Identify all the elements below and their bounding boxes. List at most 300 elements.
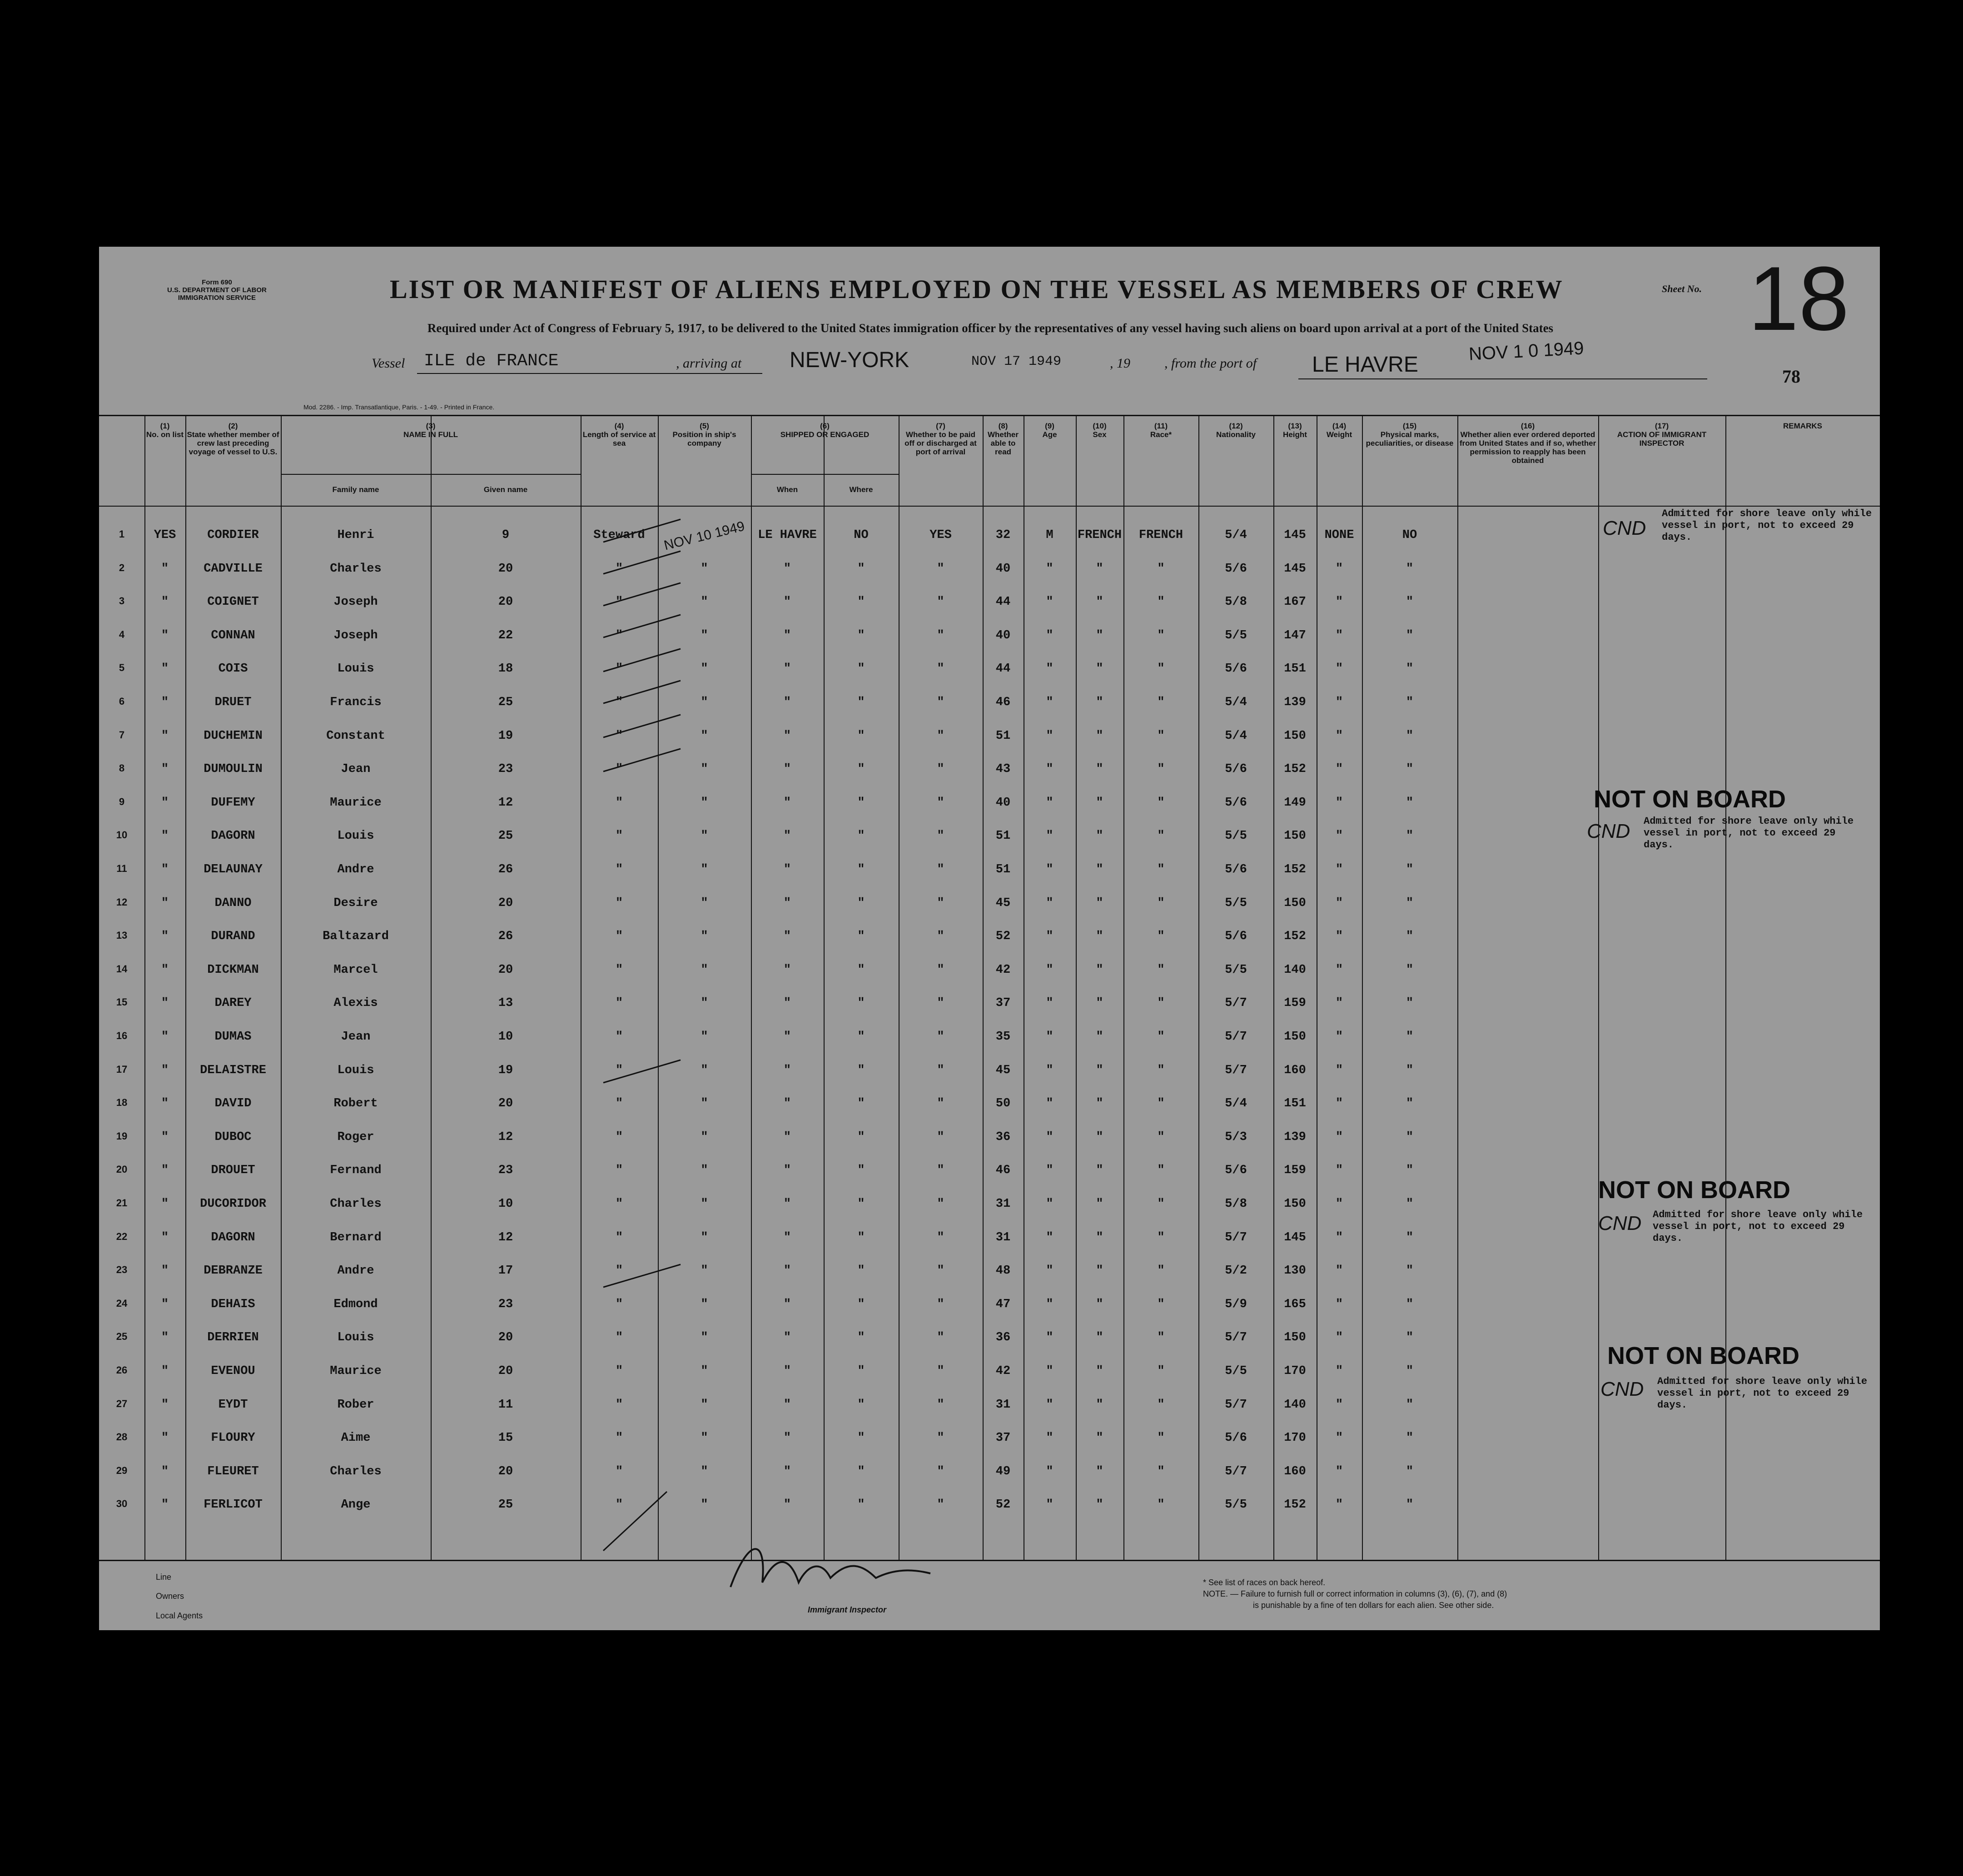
column-header [1318, 422, 1361, 439]
cell-when: " [701, 930, 708, 944]
cell-height: 5/3 [1225, 1130, 1247, 1144]
cell-age: 31 [995, 1197, 1011, 1211]
cell-read: " [937, 562, 944, 576]
inspector-signature [712, 1519, 949, 1610]
cell-given: Joseph [333, 628, 378, 642]
cell-when: " [701, 1130, 708, 1144]
cell-paid: " [857, 896, 865, 910]
column-subheader: When [776, 485, 798, 494]
cell-where: " [783, 1364, 791, 1378]
column-label: Height [1283, 430, 1307, 439]
form-block [167, 279, 267, 302]
column-rule [1457, 415, 1458, 1560]
cell-marks: " [1335, 628, 1343, 642]
cell-age: 37 [995, 1431, 1011, 1445]
penalty-note-cont: is punishable by a fine of ten dollars for each alien. See other side. [1253, 1601, 1494, 1610]
cell-paid: " [857, 762, 865, 776]
cell-deported: " [1406, 1364, 1414, 1378]
cell-nationality: " [1157, 562, 1165, 576]
cell-when: " [701, 562, 708, 576]
cell-when: " [701, 762, 708, 776]
cell-when: " [701, 1164, 708, 1178]
cell-read: " [937, 1030, 944, 1044]
column-header [1275, 422, 1315, 439]
cell-age: 51 [995, 729, 1011, 743]
cell-position: " [615, 1197, 623, 1211]
cell-where: " [783, 762, 791, 776]
cell-given: Desire [333, 896, 378, 910]
cell-paid: " [857, 1230, 865, 1244]
cell-service: 22 [498, 628, 513, 642]
cell-where: " [783, 863, 791, 876]
cell-height: 5/4 [1225, 528, 1247, 542]
column-header [187, 422, 279, 456]
not-on-board-stamp: NOT ON BOARD [1607, 1342, 1799, 1369]
cell-height: 5/8 [1225, 1197, 1247, 1211]
cell-when: " [701, 595, 708, 609]
cell-when: " [701, 1264, 708, 1278]
cell-height: 5/5 [1225, 1498, 1247, 1512]
cell-when: " [701, 729, 708, 743]
cell-age: 40 [995, 628, 1011, 642]
cell-given: Maurice [330, 1364, 382, 1378]
column-header [1200, 422, 1272, 439]
line-label: Line [156, 1572, 172, 1582]
cell-sex: " [1046, 762, 1054, 776]
cell-height: 5/7 [1225, 1063, 1247, 1077]
column-number: (6) [820, 422, 830, 430]
cell-race: " [1096, 729, 1103, 743]
cell-service: 23 [498, 1164, 513, 1178]
cell-read: " [937, 863, 944, 876]
cell-family: EVENOU [211, 1364, 255, 1378]
cell-crew: " [161, 896, 169, 910]
cell-marks: " [1335, 829, 1343, 843]
cell-race: " [1096, 1264, 1103, 1278]
cell-weight: 152 [1284, 863, 1306, 876]
cell-read: " [937, 829, 944, 843]
cell-given: Fernand [330, 1164, 382, 1178]
column-rule [1076, 415, 1077, 1560]
cell-service: 13 [498, 996, 513, 1010]
cell-weight: 150 [1284, 829, 1306, 843]
table-top-rule [99, 415, 1880, 416]
cell-race: " [1096, 1063, 1103, 1077]
cell-family: DUCORIDOR [200, 1197, 266, 1211]
cell-crew: " [161, 1264, 169, 1278]
cell-crew: " [161, 1431, 169, 1445]
cell-marks: " [1335, 1498, 1343, 1512]
cell-service: 9 [502, 528, 510, 542]
cell-when: " [701, 628, 708, 642]
cell-nationality: " [1157, 930, 1165, 944]
cell-where: " [783, 1063, 791, 1077]
cell-service: 20 [498, 1464, 513, 1478]
cell-where: " [783, 996, 791, 1010]
cell-sex: " [1046, 1130, 1054, 1144]
cell-deported: " [1406, 829, 1414, 843]
cell-race: " [1096, 796, 1103, 810]
column-rule [983, 415, 984, 1560]
cell-family: DEHAIS [211, 1297, 255, 1311]
cell-sex: " [1046, 562, 1054, 576]
cell-marks: " [1335, 1097, 1343, 1111]
cell-weight: 149 [1284, 796, 1306, 810]
cell-service: 10 [498, 1030, 513, 1044]
cell-deported: " [1406, 1030, 1414, 1044]
cell-height: 5/9 [1225, 1297, 1247, 1311]
cell-nationality: " [1157, 829, 1165, 843]
cell-crew: " [161, 930, 169, 944]
cell-position: " [615, 1464, 623, 1478]
cell-read: YES [929, 528, 952, 542]
cell-sex: " [1046, 1331, 1054, 1345]
cell-when: NOV 10 1949 [662, 518, 746, 553]
cell-height: 5/6 [1225, 930, 1247, 944]
cell-marks: " [1335, 796, 1343, 810]
column-label: Weight [1326, 430, 1352, 439]
cell-family: FLOURY [211, 1431, 255, 1445]
cell-race: " [1096, 1498, 1103, 1512]
cell-marks: " [1335, 762, 1343, 776]
cell-marks: " [1335, 696, 1343, 709]
cell-given: Constant [326, 729, 385, 743]
cell-height: 5/7 [1225, 996, 1247, 1010]
cell-race: " [1096, 1364, 1103, 1378]
cell-sex: " [1046, 1431, 1054, 1445]
cell-race: " [1096, 562, 1103, 576]
vessel-label: Vessel [372, 356, 405, 371]
cell-when: " [701, 1398, 708, 1412]
cell-sex: " [1046, 1364, 1054, 1378]
row-number: 15 [116, 996, 128, 1008]
cell-given: Louis [337, 1331, 374, 1345]
cell-nationality: " [1157, 1331, 1165, 1345]
cell-age: 40 [995, 562, 1011, 576]
cell-weight: 145 [1284, 528, 1306, 542]
cell-weight: 150 [1284, 896, 1306, 910]
column-label: SHIPPED OR ENGAGED [780, 430, 870, 439]
cell-marks: " [1335, 1030, 1343, 1044]
cell-height: 5/4 [1225, 696, 1247, 709]
cell-height: 5/6 [1225, 662, 1247, 676]
sheet-label: Sheet No. [1662, 283, 1702, 294]
column-number: (10) [1093, 422, 1107, 430]
cell-position: " [615, 1398, 623, 1412]
column-label: ACTION OF IMMIGRANT INSPECTOR [1617, 430, 1707, 448]
cell-deported: " [1406, 1331, 1414, 1345]
cell-age: 31 [995, 1398, 1011, 1412]
cell-crew: " [161, 963, 169, 977]
cell-family: DERRIEN [207, 1331, 259, 1345]
row-number: 30 [116, 1498, 128, 1510]
cell-given: Andre [337, 863, 374, 876]
cell-marks: " [1335, 996, 1343, 1010]
cell-given: Jean [341, 762, 371, 776]
cell-service: 12 [498, 1230, 513, 1244]
cell-family: COIS [218, 662, 248, 676]
cell-height: 5/5 [1225, 963, 1247, 977]
cnd-mark: CND [1587, 820, 1630, 842]
cell-paid: " [857, 1431, 865, 1445]
cell-nationality: " [1157, 1364, 1165, 1378]
cell-given: Baltazard [323, 930, 389, 944]
cell-race: " [1096, 1431, 1103, 1445]
cell-service: 26 [498, 863, 513, 876]
cell-sex: " [1046, 1230, 1054, 1244]
cell-height: 5/6 [1225, 1164, 1247, 1178]
column-header [900, 422, 981, 456]
cell-read: " [937, 595, 944, 609]
cell-sex: " [1046, 628, 1054, 642]
cell-sex: " [1046, 863, 1054, 876]
cell-height: 5/7 [1225, 1030, 1247, 1044]
cell-paid: " [857, 796, 865, 810]
cell-position: " [615, 996, 623, 1010]
column-number: (11) [1154, 422, 1168, 430]
cell-service: 20 [498, 1331, 513, 1345]
cell-sex: " [1046, 1464, 1054, 1478]
column-header [1600, 422, 1724, 448]
cell-family: DUMAS [214, 1030, 252, 1044]
cell-read: " [937, 1264, 944, 1278]
cell-age: 46 [995, 1164, 1011, 1178]
cell-given: Andre [337, 1264, 374, 1278]
column-header [1727, 422, 1879, 430]
column-label: NAME IN FULL [403, 430, 458, 439]
cell-where: " [783, 729, 791, 743]
row-number: 23 [116, 1264, 128, 1276]
cell-race: " [1096, 1030, 1103, 1044]
cell-age: 36 [995, 1331, 1011, 1345]
cell-service: 19 [498, 729, 513, 743]
cell-marks: " [1335, 595, 1343, 609]
cell-where: " [783, 1398, 791, 1412]
cell-given: Alexis [333, 996, 378, 1010]
cell-nationality: " [1157, 1130, 1165, 1144]
cell-where: LE HAVRE [758, 528, 817, 542]
cell-position: " [615, 1030, 623, 1044]
cell-weight: 165 [1284, 1297, 1306, 1311]
cell-where: " [783, 1164, 791, 1178]
column-label: Whether able to read [988, 430, 1019, 456]
cell-sex: " [1046, 963, 1054, 977]
cell-weight: 145 [1284, 1230, 1306, 1244]
cell-nationality: " [1157, 1164, 1165, 1178]
row-number: 27 [116, 1398, 128, 1409]
row-number: 24 [116, 1297, 128, 1309]
group-rule [281, 474, 581, 475]
row-number: 12 [116, 896, 128, 908]
cell-age: 42 [995, 1364, 1011, 1378]
cell-nationality: " [1157, 996, 1165, 1010]
cell-where: " [783, 1030, 791, 1044]
column-header [1077, 422, 1122, 439]
cell-marks: NONE [1324, 528, 1354, 542]
cell-service: 18 [498, 662, 513, 676]
cell-read: " [937, 1063, 944, 1077]
row-number: 26 [116, 1364, 128, 1376]
cell-marks: " [1335, 1063, 1343, 1077]
cell-age: 35 [995, 1030, 1011, 1044]
cell-race: " [1096, 829, 1103, 843]
row-number: 19 [116, 1130, 128, 1142]
cell-position: " [615, 762, 623, 776]
cell-sex: " [1046, 1063, 1054, 1077]
cell-race: " [1096, 1464, 1103, 1478]
column-number: (13) [1288, 422, 1302, 430]
cell-marks: " [1335, 1197, 1343, 1211]
column-label: Whether to be paid off or discharged at port of arrival [904, 430, 977, 456]
cell-race: " [1096, 1197, 1103, 1211]
cell-age: 52 [995, 1498, 1011, 1512]
column-header [582, 422, 656, 448]
column-rule [1273, 415, 1274, 1560]
tick-marks [576, 515, 758, 1592]
row-number: 4 [119, 628, 125, 640]
column-rule [281, 415, 282, 1560]
printer-line: Mod. 2286. - Imp. Transatlantique, Paris. - 1-49. - Printed in France. [303, 403, 495, 411]
cell-position: " [615, 1097, 623, 1111]
underline [417, 373, 762, 374]
cell-deported: " [1406, 1464, 1414, 1478]
cell-position: " [615, 662, 623, 676]
cell-read: " [937, 1164, 944, 1178]
cell-marks: " [1335, 1130, 1343, 1144]
column-number: (2) [228, 422, 238, 430]
column-rule [1123, 415, 1124, 1560]
cell-race: " [1096, 896, 1103, 910]
cell-read: " [937, 1130, 944, 1144]
cell-read: " [937, 1464, 944, 1478]
cell-read: " [937, 696, 944, 709]
cell-deported: " [1406, 1164, 1414, 1178]
cell-nationality: " [1157, 1097, 1165, 1111]
cell-given: Robert [333, 1097, 378, 1111]
cell-age: 44 [995, 595, 1011, 609]
cell-read: " [937, 963, 944, 977]
cell-given: Maurice [330, 796, 382, 810]
cell-family: DUBOC [214, 1130, 252, 1144]
cell-when: " [701, 1030, 708, 1044]
cell-given: Henri [337, 528, 374, 542]
column-number: (7) [936, 422, 945, 430]
cell-height: 5/7 [1225, 1464, 1247, 1478]
cell-paid: " [857, 863, 865, 876]
cell-position: " [615, 595, 623, 609]
cell-where: " [783, 1230, 791, 1244]
cell-when: " [701, 1197, 708, 1211]
cell-paid: " [857, 595, 865, 609]
cell-weight: 160 [1284, 1464, 1306, 1478]
year-label: , 19 [1110, 356, 1130, 371]
column-subheader: Given name [483, 485, 528, 494]
cell-height: 5/2 [1225, 1264, 1247, 1278]
cell-weight: 150 [1284, 1331, 1306, 1345]
cell-family: DUFEMY [211, 796, 255, 810]
row-number: 22 [116, 1230, 128, 1242]
column-label: Position in ship's company [672, 430, 736, 448]
cell-marks: " [1335, 1398, 1343, 1412]
cell-weight: 139 [1284, 1130, 1306, 1144]
cell-where: " [783, 829, 791, 843]
column-rule [144, 415, 145, 1560]
cell-when: " [701, 1230, 708, 1244]
cell-height: 5/5 [1225, 829, 1247, 843]
sheet-number: 18 [1748, 248, 1849, 349]
cell-service: 20 [498, 562, 513, 576]
cell-crew: " [161, 1130, 169, 1144]
cell-crew: " [161, 1297, 169, 1311]
cell-read: " [937, 1297, 944, 1311]
cell-where: " [783, 963, 791, 977]
cell-sex: " [1046, 1197, 1054, 1211]
cell-marks: " [1335, 1297, 1343, 1311]
cell-position: Steward [593, 528, 645, 542]
row-number: 17 [116, 1063, 128, 1075]
cell-crew: " [161, 1398, 169, 1412]
cell-deported: " [1406, 863, 1414, 876]
shore-leave-remark: Admitted for shore leave only while vessel in port, not to exceed 29 days. [1653, 1209, 1863, 1244]
cell-deported: " [1406, 1230, 1414, 1244]
cell-sex: " [1046, 1264, 1054, 1278]
cell-position: " [615, 696, 623, 709]
cell-when: " [701, 1464, 708, 1478]
cell-age: 52 [995, 930, 1011, 944]
cell-age: 47 [995, 1297, 1011, 1311]
cell-height: 5/7 [1225, 1331, 1247, 1345]
cell-deported: " [1406, 896, 1414, 910]
cell-read: " [937, 1331, 944, 1345]
cell-marks: " [1335, 1431, 1343, 1445]
vessel-name: ILE de FRANCE [424, 351, 559, 371]
row-number: 14 [116, 963, 128, 975]
cell-given: Ange [341, 1498, 371, 1512]
cell-nationality: " [1157, 1398, 1165, 1412]
cell-position: " [615, 896, 623, 910]
cell-weight: 150 [1284, 1197, 1306, 1211]
cell-crew: " [161, 1197, 169, 1211]
cell-read: " [937, 662, 944, 676]
cell-weight: 145 [1284, 562, 1306, 576]
cell-family: DICKMAN [207, 963, 259, 977]
cell-marks: " [1335, 963, 1343, 977]
cnd-mark: CND [1603, 517, 1646, 539]
column-header [146, 422, 184, 439]
row-number: 16 [116, 1030, 128, 1041]
cell-service: 25 [498, 696, 513, 709]
cell-race: " [1096, 662, 1103, 676]
cell-age: 51 [995, 829, 1011, 843]
row-number: 28 [116, 1431, 128, 1443]
cell-family: DAGORN [211, 829, 255, 843]
row-number: 10 [116, 829, 128, 841]
cell-position: " [615, 729, 623, 743]
cell-when: " [701, 1498, 708, 1512]
cell-where: " [783, 696, 791, 709]
column-label: Race* [1150, 430, 1172, 439]
cell-paid: " [857, 1030, 865, 1044]
cell-position: " [615, 930, 623, 944]
column-subheader: Family name [332, 485, 379, 494]
cell-height: 5/6 [1225, 863, 1247, 876]
cell-race: " [1096, 930, 1103, 944]
shore-leave-remark: Admitted for shore leave only while vessel in port, not to exceed 29 days. [1662, 508, 1872, 543]
cell-sex: M [1046, 528, 1054, 542]
cell-where: " [783, 662, 791, 676]
cell-paid: " [857, 1364, 865, 1378]
cell-nationality: " [1157, 762, 1165, 776]
